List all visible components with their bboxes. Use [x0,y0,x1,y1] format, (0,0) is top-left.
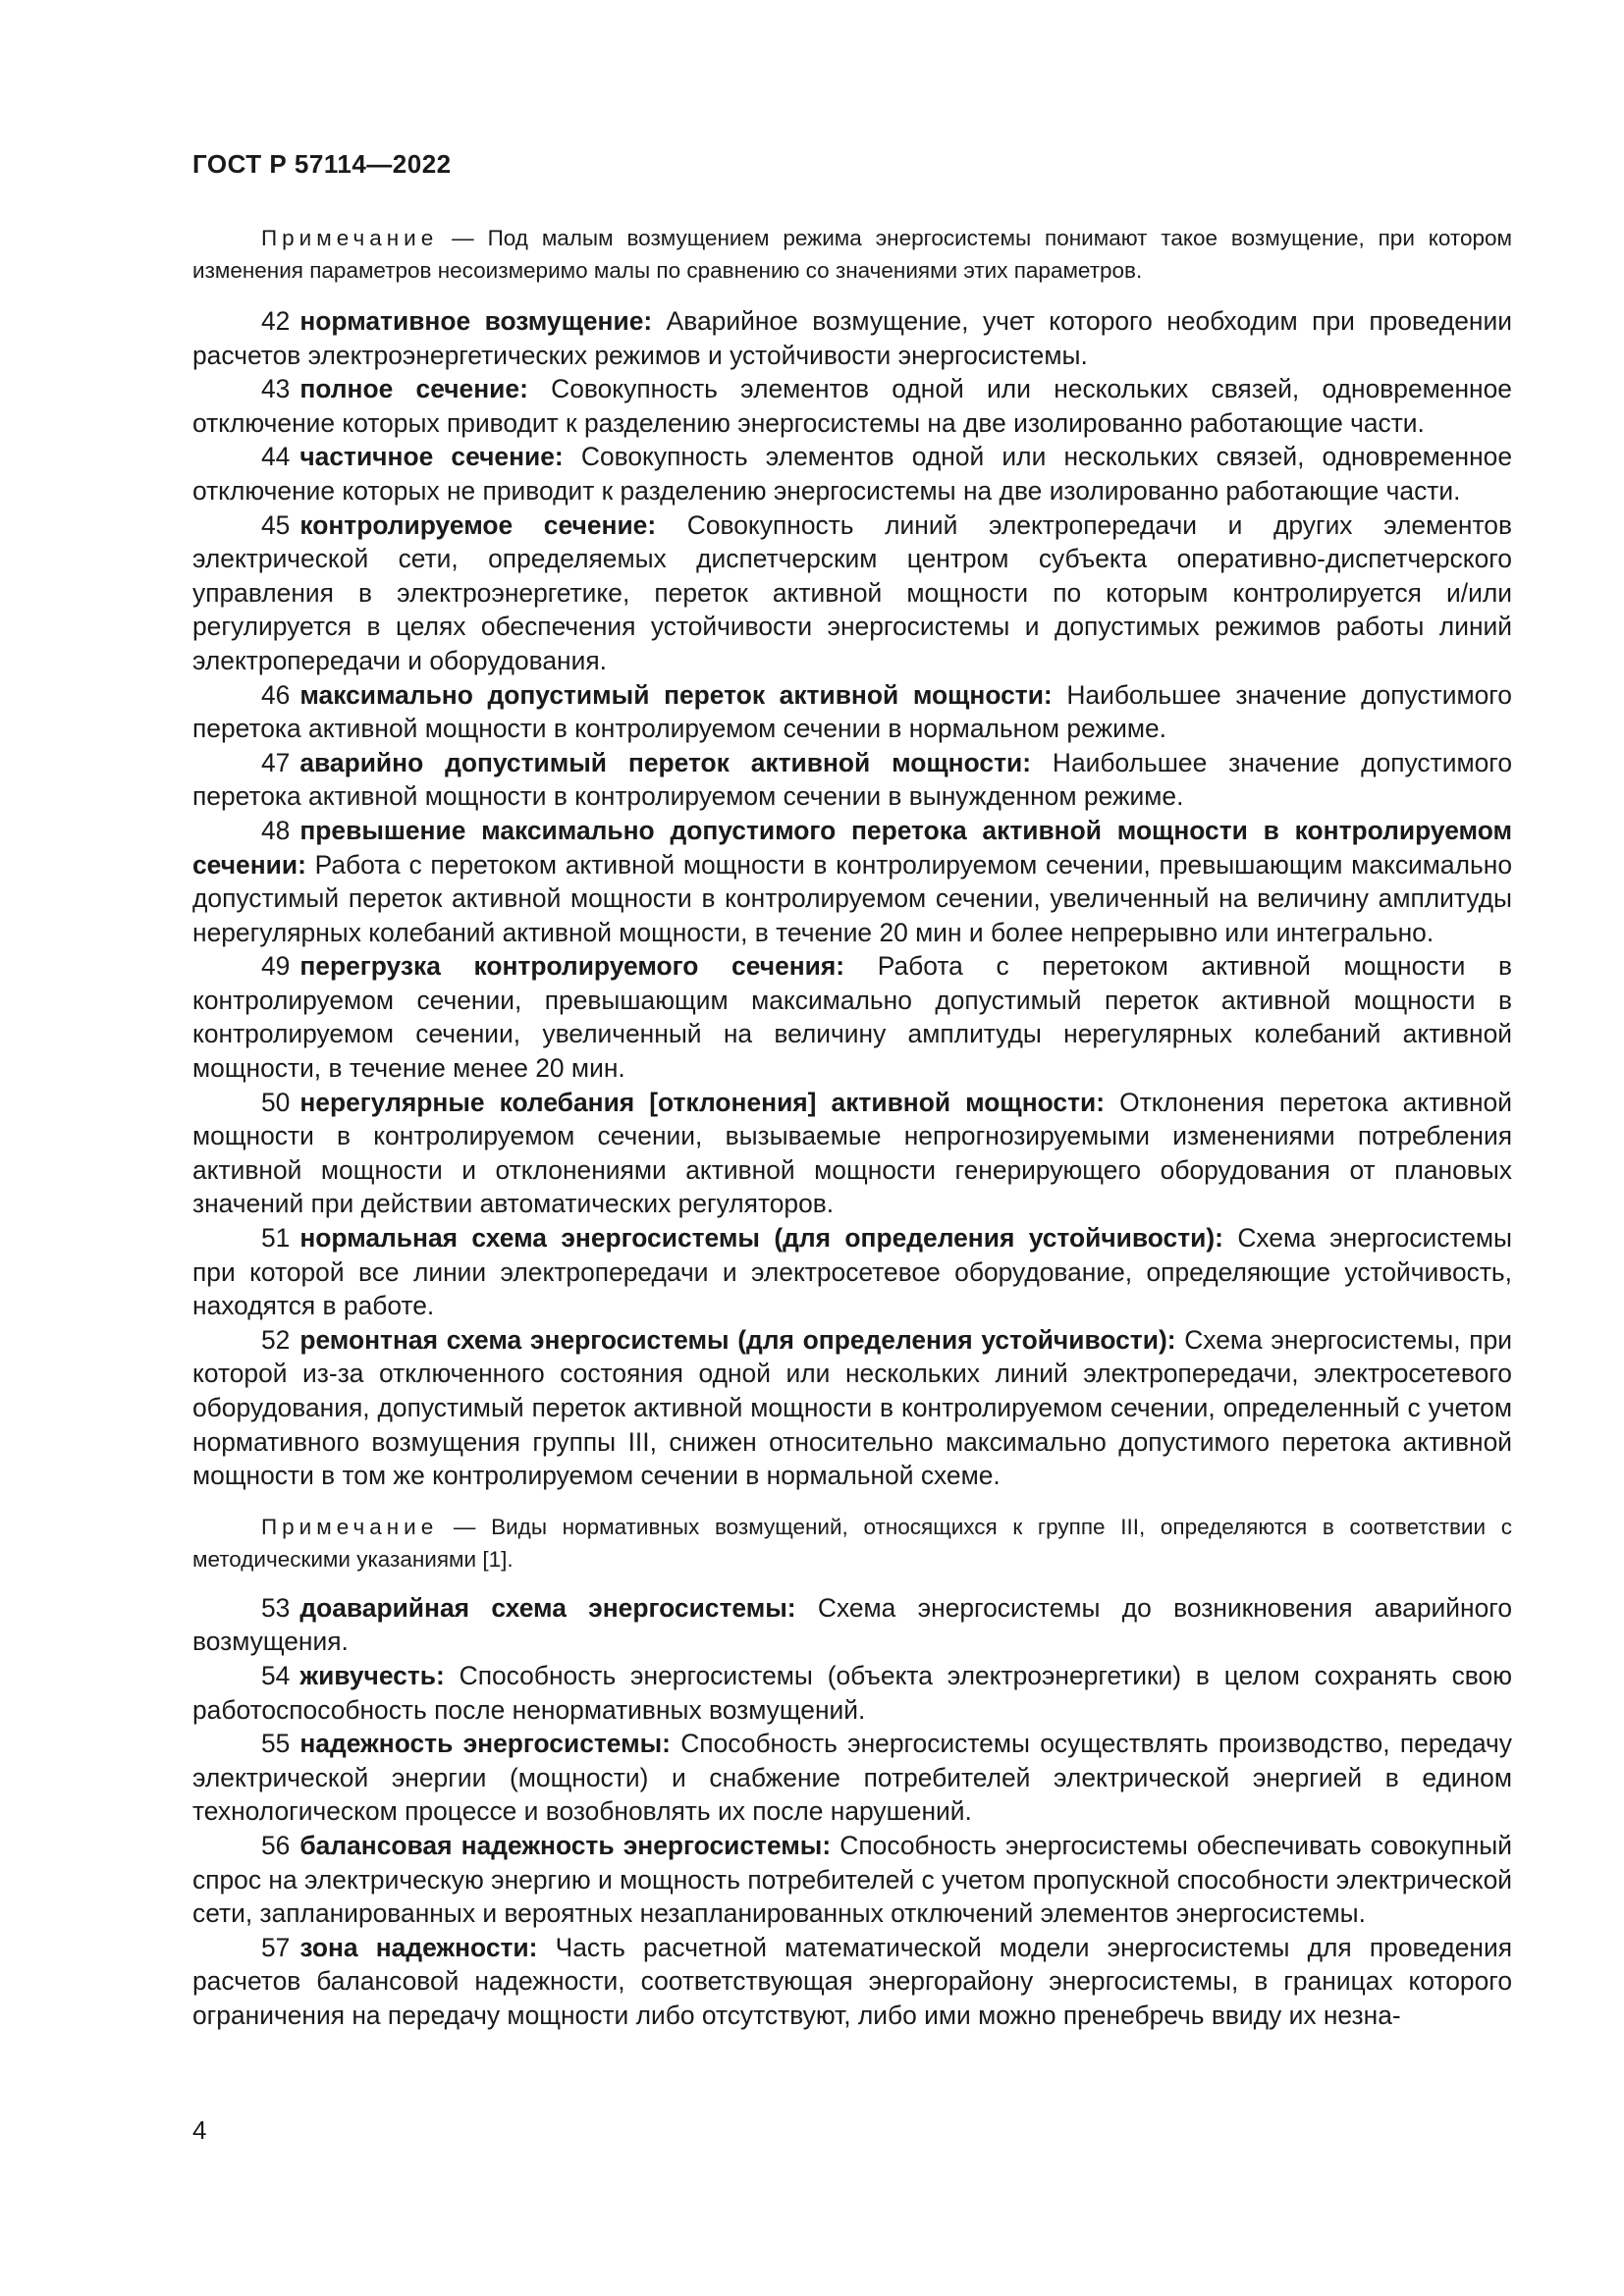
term-number: 46 [261,679,291,710]
page-number: 4 [192,2115,207,2145]
term-definition: Схема энергосистемы, при которой из-за отключенного состояния одной или нескольких линий электропередачи, электросетевого оборудования, допустимый переток активной мощности в контролируемом сечении, определенный с учетом нормативного возмущения группы III, снижен относительно максимально допустимого перетока активной мощности в том же контролируемом сечении в нормальной схеме. [192,1324,1512,1491]
term-definition: Способность энергосистемы (объекта электроэнергетики) в целом сохранять свою работоспособность после ненормативных возмущений. [192,1660,1512,1725]
note-paragraph [192,222,1512,287]
term-definition: Совокупность линий электропередачи и других элементов электрической сети, определяемых диспетчерским центром субъекта оперативно-диспетчерского управления в электроэнергетике, переток активной мощности по которым контролируется и/или регулируется в целях обеспечения устойчивости энергосистемы и допустимых режимов работы линий электропередачи и оборудования. [192,509,1512,675]
term-name: балансовая надежность энергосистемы: [299,1830,832,1860]
term-name: живучесть: [299,1660,445,1690]
term-definition: Работа с перетоком активной мощности в контролируемом сечении, превышающим максимально допустимый переток активной мощности в контролируемом сечении, увеличенный на величину амплитуды нерегулярных колебаний активной мощности, в течение менее 20 мин. [192,951,1512,1084]
term-entry [192,949,1512,1085]
term-entry [192,1829,1512,1931]
term-number: 54 [261,1660,291,1690]
term-name: контролируемое сечение: [299,509,657,540]
term-number: 55 [261,1729,291,1759]
term-entry [192,440,1512,507]
term-entry [192,678,1512,746]
term-definition: Способность энергосистемы обеспечивать совокупный спрос на электрическую энергию и мощность потребителей с учетом пропускной способности электрической сети, запланированных и вероятных незапланированных отключений элементов энергосистемы. [192,1830,1512,1929]
term-name: нормальная схема энергосистемы (для определения устойчивости): [299,1223,1223,1254]
term-entry [192,814,1512,949]
term-entry [192,1591,1512,1659]
document-body [192,222,1512,2033]
term-number: 44 [261,442,291,472]
term-name: нормативное возмущение: [299,306,653,336]
term-number: 42 [261,306,291,336]
term-number: 47 [261,747,291,777]
note-label: Примечание [261,1514,439,1539]
document-header: ГОСТ Р 57114—2022 [192,149,452,179]
term-entry [192,746,1512,814]
note-paragraph [192,1511,1512,1575]
term-name: полное сечение: [299,374,528,404]
term-entry [192,1727,1512,1829]
note-dash: — [438,226,488,250]
terms-list [192,304,1512,1493]
term-number: 52 [261,1324,291,1355]
term-number: 45 [261,509,291,540]
term-name: нерегулярные колебания [отклонения] активной мощности: [299,1087,1106,1117]
term-number: 56 [261,1830,291,1860]
term-name: надежность энергосистемы: [299,1729,671,1759]
term-entry [192,508,1512,678]
term-number: 57 [261,1932,291,1962]
term-entry [192,1659,1512,1727]
note-dash: — [438,1514,492,1539]
term-number: 48 [261,815,291,845]
term-definition: Аварийное возмущение, учет которого необходим при проведении расчетов электроэнергетических режимов и устойчивости энергосистемы. [192,306,1512,370]
term-definition: Наибольшее значение допустимого перетока активной мощности в контролируемом сечении в вынужденном режиме. [192,747,1513,812]
term-number: 49 [261,951,291,982]
term-definition: Совокупность элементов одной или нескольких связей, одновременное отключение которых приводит к разделению энергосистемы на две изолированно работающие части. [192,374,1512,438]
term-definition: Способность энергосистемы осуществлять производство, передачу электрической энергии (мощности) и снабжение потребителей электрической энергией в едином технологическом процессе и возобновлять их после нарушений. [192,1729,1512,1827]
term-name: перегрузка контролируемого сечения: [299,951,845,982]
term-entry [192,1221,1512,1323]
note-text: Виды нормативных возмущений, относящихся к группе III, определяются в соответствии с методическими указаниями [1]. [192,1514,1512,1572]
term-definition: Работа с перетоком активной мощности в контролируемом сечении, превышающим максимально допустимый переток активной мощности в контролируемом сечении, увеличенный на величину амплитуды нерегулярных колебаний активной мощности, в течение 20 мин и более непрерывно или интегрально. [192,849,1512,947]
term-entry [192,372,1512,440]
term-definition: Схема энергосистемы при которой все линии электропередачи и электросетевое оборудование, определяющие устойчивость, находятся в работе. [192,1223,1513,1321]
terms-list [192,1591,1512,2033]
term-number: 50 [261,1087,291,1117]
term-definition: Схема энергосистемы до возникновения аварийного возмущения. [192,1592,1512,1657]
term-name: ремонтная схема энергосистемы (для определения устойчивости): [299,1324,1176,1355]
term-name: превышение максимально допустимого перетока активной мощности в контролируемом сечении: [192,815,1512,880]
term-entry [192,1086,1512,1221]
term-definition: Отклонения перетока активной мощности в контролируемом сечении, вызываемые непрогнозируемыми изменениями потребления активной мощности и отклонениями активной мощности генерирующего оборудования от плановых значений при действии автоматических регуляторов. [192,1087,1512,1219]
term-number: 53 [261,1592,291,1623]
term-definition: Наибольшее значение допустимого перетока активной мощности в контролируемом сечении в нормальном режиме. [192,679,1512,744]
term-name: зона надежности: [299,1932,538,1962]
term-name: доаварийная схема энергосистемы: [299,1592,796,1623]
note-text: Под малым возмущением режима энергосистемы понимают такое возмущение, при котором изменения параметров несоизмеримо малы по сравнению со значениями этих параметров. [192,226,1512,283]
term-entry [192,1323,1512,1493]
term-number: 43 [261,374,291,404]
term-name: частичное сечение: [299,442,564,472]
term-name: аварийно допустимый переток активной мощности: [299,747,1032,777]
term-definition: Часть расчетной математической модели энергосистемы для проведения расчетов балансовой надежности, соответствующая энергорайону энергосистемы, в границах которого ограничения на передачу мощности либо отсутствуют, либо ими можно пренебречь ввиду их незна- [192,1932,1513,2030]
term-name: максимально допустимый переток активной мощности: [299,679,1053,710]
term-definition: Совокупность элементов одной или нескольких связей, одновременное отключение которых не приводит к разделению энергосистемы на две изолированно работающие части. [192,442,1512,506]
note-label: Примечание [261,226,439,250]
term-number: 51 [261,1223,291,1254]
term-entry [192,304,1512,372]
term-entry [192,1931,1512,2033]
